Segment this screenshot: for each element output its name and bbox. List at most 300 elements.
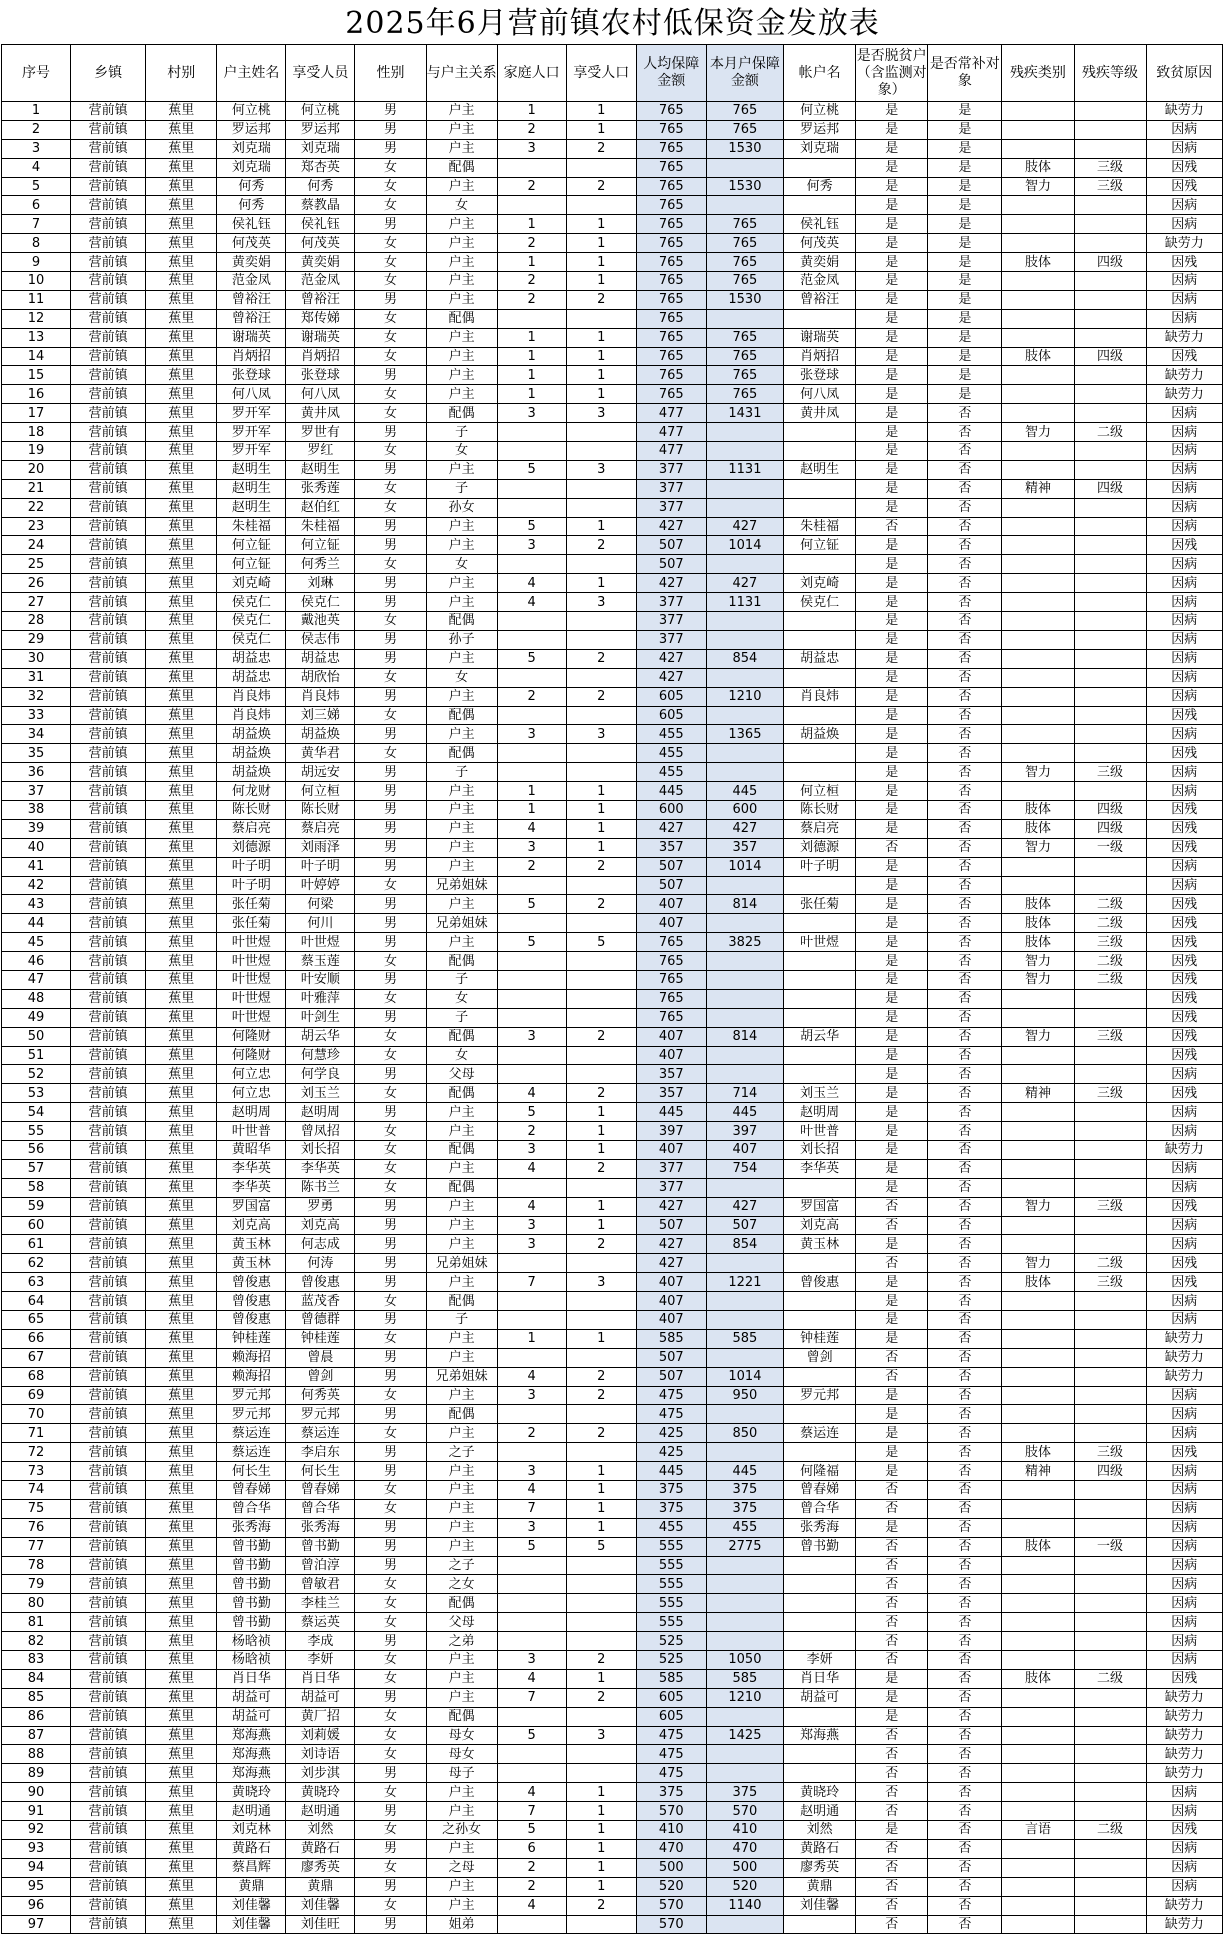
cell-disability-type — [1002, 1839, 1074, 1858]
cell-poverty-cause: 缺劳力 — [1146, 1745, 1222, 1764]
cell-disability-type — [1002, 1122, 1074, 1141]
cell-beneficiary: 赵明通 — [286, 1802, 355, 1821]
cell-beneficiary: 侯志伟 — [286, 630, 355, 649]
cell-seq: 82 — [2, 1632, 71, 1651]
cell-household-head: 何立忠 — [217, 1084, 286, 1103]
cell-gender: 男 — [355, 895, 426, 914]
cell-poverty-cause: 因残 — [1146, 970, 1222, 989]
cell-disability-type — [1002, 1329, 1074, 1348]
cell-account-name: 叶世普 — [784, 1122, 856, 1141]
cell-account-name: 刘佳馨 — [784, 1896, 856, 1915]
cell-monthly-amount: 397 — [706, 1122, 783, 1141]
table-row — [2, 1462, 1223, 1481]
cell-poverty-cause: 因病 — [1146, 215, 1222, 234]
cell-poverty-cause: 因病 — [1146, 1858, 1222, 1877]
cell-village: 蕉里 — [146, 1103, 217, 1122]
cell-relation: 子 — [426, 1311, 497, 1330]
cell-gender: 男 — [355, 102, 426, 121]
cell-relation: 配偶 — [426, 1178, 497, 1197]
cell-disability-type — [1002, 1235, 1074, 1254]
cell-per-capita: 765 — [636, 120, 706, 139]
cell-household-head: 肖良炜 — [217, 706, 286, 725]
cell-relation: 配偶 — [426, 1084, 497, 1103]
cell-family-size — [497, 970, 566, 989]
table-row — [2, 1613, 1223, 1632]
cell-household-head: 黄玉林 — [217, 1254, 286, 1273]
cell-household-head: 刘克高 — [217, 1216, 286, 1235]
cell-monthly-amount: 445 — [706, 782, 783, 801]
cell-family-size: 4 — [497, 593, 566, 612]
cell-poverty-cause: 因病 — [1146, 725, 1222, 744]
cell-beneficiary: 罗元邦 — [286, 1405, 355, 1424]
cell-family-size: 2 — [497, 120, 566, 139]
cell-town: 营前镇 — [71, 649, 146, 668]
cell-town: 营前镇 — [71, 838, 146, 857]
cell-beneficiary-count: 1 — [566, 234, 636, 253]
cell-disability-level — [1074, 290, 1146, 309]
cell-gender: 女 — [355, 1594, 426, 1613]
cell-town: 营前镇 — [71, 1140, 146, 1159]
table-row — [2, 517, 1223, 536]
cell-village: 蕉里 — [146, 800, 217, 819]
cell-disability-level — [1074, 460, 1146, 479]
cell-disability-type — [1002, 1613, 1074, 1632]
cell-beneficiary: 李华英 — [286, 1159, 355, 1178]
cell-monthly-amount — [706, 1065, 783, 1084]
cell-poverty-cause: 缺劳力 — [1146, 1896, 1222, 1915]
cell-town: 营前镇 — [71, 1839, 146, 1858]
cell-gender: 女 — [355, 442, 426, 461]
cell-village: 蕉里 — [146, 234, 217, 253]
table-row — [2, 479, 1223, 498]
cell-disability-type — [1002, 1518, 1074, 1537]
cell-disability-type — [1002, 498, 1074, 517]
cell-relation: 母女 — [426, 1726, 497, 1745]
cell-monthly-amount: 765 — [706, 272, 783, 291]
cell-seq: 20 — [2, 460, 71, 479]
cell-disability-type — [1002, 555, 1074, 574]
cell-poverty-exit: 是 — [856, 819, 928, 838]
cell-poverty-cause: 因病 — [1146, 1386, 1222, 1405]
cell-regular-subsidy: 否 — [928, 1688, 1002, 1707]
cell-beneficiary-count — [566, 1405, 636, 1424]
table-row — [2, 347, 1223, 366]
cell-beneficiary: 胡益焕 — [286, 725, 355, 744]
cell-poverty-cause: 因残 — [1146, 800, 1222, 819]
cell-poverty-cause: 因病 — [1146, 1632, 1222, 1651]
cell-monthly-amount: 1014 — [706, 536, 783, 555]
cell-poverty-exit: 是 — [856, 725, 928, 744]
cell-monthly-amount: 427 — [706, 819, 783, 838]
cell-beneficiary: 陈长财 — [286, 800, 355, 819]
cell-regular-subsidy: 否 — [928, 1008, 1002, 1027]
cell-poverty-exit: 是 — [856, 1518, 928, 1537]
cell-gender: 男 — [355, 423, 426, 442]
cell-village: 蕉里 — [146, 1311, 217, 1330]
cell-household-head: 曾春娣 — [217, 1481, 286, 1500]
table-row — [2, 1481, 1223, 1500]
cell-disability-type — [1002, 612, 1074, 631]
cell-relation: 配偶 — [426, 404, 497, 423]
cell-household-head: 叶世煜 — [217, 952, 286, 971]
cell-regular-subsidy: 否 — [928, 1556, 1002, 1575]
cell-disability-level — [1074, 989, 1146, 1008]
cell-regular-subsidy: 否 — [928, 1084, 1002, 1103]
cell-per-capita: 477 — [636, 442, 706, 461]
cell-disability-type — [1002, 460, 1074, 479]
cell-village: 蕉里 — [146, 744, 217, 763]
cell-seq: 40 — [2, 838, 71, 857]
cell-town: 营前镇 — [71, 1688, 146, 1707]
cell-poverty-exit: 否 — [856, 1651, 928, 1670]
cell-family-size: 7 — [497, 1499, 566, 1518]
cell-poverty-cause: 缺劳力 — [1146, 1764, 1222, 1783]
cell-beneficiary-count: 3 — [566, 404, 636, 423]
cell-monthly-amount — [706, 989, 783, 1008]
cell-per-capita: 555 — [636, 1537, 706, 1556]
cell-per-capita: 377 — [636, 593, 706, 612]
cell-gender: 男 — [355, 1367, 426, 1386]
cell-household-head: 胡益焕 — [217, 763, 286, 782]
cell-relation: 女 — [426, 196, 497, 215]
cell-regular-subsidy: 是 — [928, 234, 1002, 253]
table-row — [2, 1858, 1223, 1877]
cell-family-size: 3 — [497, 139, 566, 158]
cell-per-capita: 765 — [636, 385, 706, 404]
cell-beneficiary-count: 2 — [566, 1367, 636, 1386]
cell-disability-type — [1002, 1915, 1074, 1934]
cell-monthly-amount — [706, 1632, 783, 1651]
cell-gender: 男 — [355, 1518, 426, 1537]
cell-village: 蕉里 — [146, 782, 217, 801]
table-row — [2, 404, 1223, 423]
cell-per-capita: 570 — [636, 1802, 706, 1821]
cell-family-size: 2 — [497, 272, 566, 291]
cell-relation: 子 — [426, 423, 497, 442]
cell-poverty-exit: 是 — [856, 970, 928, 989]
cell-regular-subsidy: 否 — [928, 1594, 1002, 1613]
cell-beneficiary: 郑传娣 — [286, 309, 355, 328]
cell-town: 营前镇 — [71, 1197, 146, 1216]
cell-account-name — [784, 1443, 856, 1462]
cell-beneficiary-count: 2 — [566, 1084, 636, 1103]
cell-gender: 女 — [355, 404, 426, 423]
cell-disability-level — [1074, 1405, 1146, 1424]
cell-seq: 43 — [2, 895, 71, 914]
cell-gender: 女 — [355, 876, 426, 895]
cell-beneficiary-count: 1 — [566, 347, 636, 366]
cell-account-name: 郑海燕 — [784, 1726, 856, 1745]
cell-beneficiary: 刘诗语 — [286, 1745, 355, 1764]
cell-family-size — [497, 914, 566, 933]
cell-beneficiary: 张秀海 — [286, 1518, 355, 1537]
cell-regular-subsidy: 否 — [928, 706, 1002, 725]
cell-monthly-amount — [706, 1008, 783, 1027]
table-row — [2, 668, 1223, 687]
cell-disability-type: 肢体 — [1002, 914, 1074, 933]
cell-disability-level — [1074, 725, 1146, 744]
cell-account-name: 刘长招 — [784, 1140, 856, 1159]
cell-village: 蕉里 — [146, 196, 217, 215]
cell-town: 营前镇 — [71, 423, 146, 442]
cell-monthly-amount: 765 — [706, 366, 783, 385]
cell-account-name — [784, 706, 856, 725]
cell-disability-type — [1002, 1159, 1074, 1178]
cell-family-size — [497, 1311, 566, 1330]
col-header-relation: 与户主关系 — [426, 45, 497, 102]
cell-beneficiary-count: 1 — [566, 1103, 636, 1122]
cell-seq: 4 — [2, 158, 71, 177]
cell-gender: 男 — [355, 1632, 426, 1651]
cell-seq: 29 — [2, 630, 71, 649]
cell-town: 营前镇 — [71, 253, 146, 272]
cell-village: 蕉里 — [146, 1613, 217, 1632]
cell-account-name: 钟桂莲 — [784, 1329, 856, 1348]
cell-household-head: 叶子明 — [217, 876, 286, 895]
cell-household-head: 赵明生 — [217, 498, 286, 517]
cell-town: 营前镇 — [71, 498, 146, 517]
cell-beneficiary-count: 1 — [566, 1839, 636, 1858]
cell-beneficiary: 何八凤 — [286, 385, 355, 404]
cell-village: 蕉里 — [146, 612, 217, 631]
cell-regular-subsidy: 是 — [928, 290, 1002, 309]
cell-poverty-cause: 缺劳力 — [1146, 1915, 1222, 1934]
cell-village: 蕉里 — [146, 177, 217, 196]
cell-per-capita: 475 — [636, 1764, 706, 1783]
cell-poverty-cause: 因病 — [1146, 1802, 1222, 1821]
cell-monthly-amount: 814 — [706, 1027, 783, 1046]
cell-disability-level — [1074, 234, 1146, 253]
cell-relation: 兄弟姐妹 — [426, 914, 497, 933]
cell-seq: 69 — [2, 1386, 71, 1405]
cell-beneficiary-count: 3 — [566, 1726, 636, 1745]
cell-poverty-cause: 因病 — [1146, 1877, 1222, 1896]
cell-disability-type — [1002, 1424, 1074, 1443]
cell-poverty-cause: 因病 — [1146, 1103, 1222, 1122]
cell-household-head: 刘佳馨 — [217, 1915, 286, 1934]
cell-relation: 户主 — [426, 1839, 497, 1858]
cell-gender: 女 — [355, 1046, 426, 1065]
cell-family-size — [497, 498, 566, 517]
table-row — [2, 1424, 1223, 1443]
cell-account-name: 何立桃 — [784, 102, 856, 121]
table-row — [2, 800, 1223, 819]
cell-disability-type — [1002, 706, 1074, 725]
cell-town: 营前镇 — [71, 366, 146, 385]
cell-town: 营前镇 — [71, 876, 146, 895]
cell-regular-subsidy: 否 — [928, 1745, 1002, 1764]
cell-beneficiary: 蔡运连 — [286, 1424, 355, 1443]
cell-account-name — [784, 498, 856, 517]
cell-town: 营前镇 — [71, 1084, 146, 1103]
cell-seq: 9 — [2, 253, 71, 272]
cell-beneficiary: 何立钲 — [286, 536, 355, 555]
cell-poverty-exit: 是 — [856, 1273, 928, 1292]
cell-disability-type — [1002, 1632, 1074, 1651]
cell-per-capita: 427 — [636, 1235, 706, 1254]
cell-family-size — [497, 423, 566, 442]
cell-beneficiary-count: 2 — [566, 1651, 636, 1670]
cell-account-name: 何茂英 — [784, 234, 856, 253]
cell-seq: 28 — [2, 612, 71, 631]
cell-relation: 子 — [426, 763, 497, 782]
cell-disability-level — [1074, 1783, 1146, 1802]
cell-household-head: 叶世煜 — [217, 1008, 286, 1027]
cell-monthly-amount: 585 — [706, 1669, 783, 1688]
cell-family-size: 1 — [497, 782, 566, 801]
table-row — [2, 1877, 1223, 1896]
cell-seq: 63 — [2, 1273, 71, 1292]
cell-beneficiary-count: 1 — [566, 782, 636, 801]
table-row — [2, 366, 1223, 385]
cell-village: 蕉里 — [146, 1216, 217, 1235]
cell-town: 营前镇 — [71, 1764, 146, 1783]
cell-disability-type — [1002, 1726, 1074, 1745]
cell-beneficiary: 罗世有 — [286, 423, 355, 442]
cell-beneficiary-count: 2 — [566, 687, 636, 706]
cell-seq: 77 — [2, 1537, 71, 1556]
cell-family-size: 3 — [497, 1651, 566, 1670]
cell-account-name — [784, 763, 856, 782]
cell-beneficiary: 谢瑞英 — [286, 328, 355, 347]
cell-family-size — [497, 952, 566, 971]
cell-village: 蕉里 — [146, 1783, 217, 1802]
cell-disability-level — [1074, 593, 1146, 612]
cell-beneficiary: 肖炳招 — [286, 347, 355, 366]
cell-gender: 女 — [355, 668, 426, 687]
cell-poverty-cause: 缺劳力 — [1146, 1707, 1222, 1726]
table-row — [2, 876, 1223, 895]
cell-disability-type — [1002, 1594, 1074, 1613]
cell-disability-level: 三级 — [1074, 763, 1146, 782]
table-row — [2, 1594, 1223, 1613]
cell-poverty-cause: 因病 — [1146, 309, 1222, 328]
table-row — [2, 1575, 1223, 1594]
cell-poverty-exit: 是 — [856, 385, 928, 404]
cell-relation: 女 — [426, 668, 497, 687]
cell-disability-level: 三级 — [1074, 177, 1146, 196]
cell-relation: 户主 — [426, 215, 497, 234]
cell-poverty-exit: 是 — [856, 1292, 928, 1311]
cell-account-name: 胡益忠 — [784, 649, 856, 668]
cell-account-name: 陈长财 — [784, 800, 856, 819]
cell-poverty-cause: 因病 — [1146, 612, 1222, 631]
cell-household-head: 曾合华 — [217, 1499, 286, 1518]
cell-seq: 19 — [2, 442, 71, 461]
cell-gender: 男 — [355, 857, 426, 876]
cell-account-name — [784, 1915, 856, 1934]
cell-beneficiary: 范金凤 — [286, 272, 355, 291]
cell-family-size: 7 — [497, 1802, 566, 1821]
table-row — [2, 725, 1223, 744]
cell-account-name: 刘克瑞 — [784, 139, 856, 158]
cell-beneficiary: 叶婷婷 — [286, 876, 355, 895]
cell-gender: 男 — [355, 1405, 426, 1424]
cell-village: 蕉里 — [146, 1008, 217, 1027]
cell-monthly-amount: 714 — [706, 1084, 783, 1103]
table-row — [2, 309, 1223, 328]
cell-village: 蕉里 — [146, 1537, 217, 1556]
cell-disability-type — [1002, 1575, 1074, 1594]
cell-town: 营前镇 — [71, 1008, 146, 1027]
cell-poverty-exit: 是 — [856, 1386, 928, 1405]
cell-per-capita: 507 — [636, 1216, 706, 1235]
cell-seq: 80 — [2, 1594, 71, 1613]
cell-regular-subsidy: 是 — [928, 120, 1002, 139]
cell-regular-subsidy: 是 — [928, 272, 1002, 291]
cell-village: 蕉里 — [146, 574, 217, 593]
cell-family-size: 4 — [497, 1084, 566, 1103]
cell-disability-level: 一级 — [1074, 838, 1146, 857]
table-row — [2, 177, 1223, 196]
cell-family-size: 3 — [497, 1140, 566, 1159]
cell-relation: 之子 — [426, 1443, 497, 1462]
cell-seq: 62 — [2, 1254, 71, 1273]
cell-relation: 户主 — [426, 385, 497, 404]
cell-beneficiary: 李妍 — [286, 1651, 355, 1670]
cell-beneficiary: 曾书勤 — [286, 1537, 355, 1556]
cell-seq: 51 — [2, 1046, 71, 1065]
cell-seq: 6 — [2, 196, 71, 215]
cell-monthly-amount: 1050 — [706, 1651, 783, 1670]
cell-beneficiary-count — [566, 1292, 636, 1311]
cell-seq: 74 — [2, 1481, 71, 1500]
cell-account-name: 叶世煜 — [784, 933, 856, 952]
cell-household-head: 侯礼钰 — [217, 215, 286, 234]
cell-poverty-cause: 因病 — [1146, 1783, 1222, 1802]
cell-poverty-exit: 否 — [856, 1481, 928, 1500]
cell-beneficiary-count: 1 — [566, 838, 636, 857]
cell-beneficiary-count: 1 — [566, 1197, 636, 1216]
cell-account-name: 蔡启亮 — [784, 819, 856, 838]
cell-beneficiary-count: 1 — [566, 272, 636, 291]
cell-regular-subsidy: 否 — [928, 1348, 1002, 1367]
cell-disability-type — [1002, 649, 1074, 668]
cell-poverty-exit: 是 — [856, 479, 928, 498]
cell-beneficiary: 刘佳馨 — [286, 1896, 355, 1915]
cell-account-name: 朱桂福 — [784, 517, 856, 536]
cell-per-capita: 765 — [636, 366, 706, 385]
cell-regular-subsidy: 否 — [928, 725, 1002, 744]
cell-town: 营前镇 — [71, 1858, 146, 1877]
cell-town: 营前镇 — [71, 215, 146, 234]
cell-relation: 户主 — [426, 1877, 497, 1896]
cell-disability-level — [1074, 385, 1146, 404]
cell-disability-type — [1002, 215, 1074, 234]
cell-beneficiary-count: 1 — [566, 819, 636, 838]
cell-town: 营前镇 — [71, 1046, 146, 1065]
cell-poverty-exit: 否 — [856, 1877, 928, 1896]
cell-relation: 户主 — [426, 1216, 497, 1235]
cell-disability-type — [1002, 1783, 1074, 1802]
col-header-regular-subsidy: 是否常补对象 — [928, 45, 1002, 102]
cell-family-size — [497, 158, 566, 177]
cell-beneficiary-count — [566, 668, 636, 687]
cell-per-capita: 407 — [636, 1311, 706, 1330]
cell-family-size — [497, 989, 566, 1008]
cell-town: 营前镇 — [71, 1821, 146, 1840]
cell-disability-level: 四级 — [1074, 479, 1146, 498]
cell-account-name — [784, 1292, 856, 1311]
cell-gender: 男 — [355, 1915, 426, 1934]
cell-poverty-cause: 因病 — [1146, 272, 1222, 291]
cell-gender: 男 — [355, 536, 426, 555]
cell-poverty-exit: 是 — [856, 366, 928, 385]
cell-town: 营前镇 — [71, 1877, 146, 1896]
cell-village: 蕉里 — [146, 328, 217, 347]
cell-beneficiary: 叶雅萍 — [286, 989, 355, 1008]
cell-regular-subsidy: 否 — [928, 1254, 1002, 1273]
